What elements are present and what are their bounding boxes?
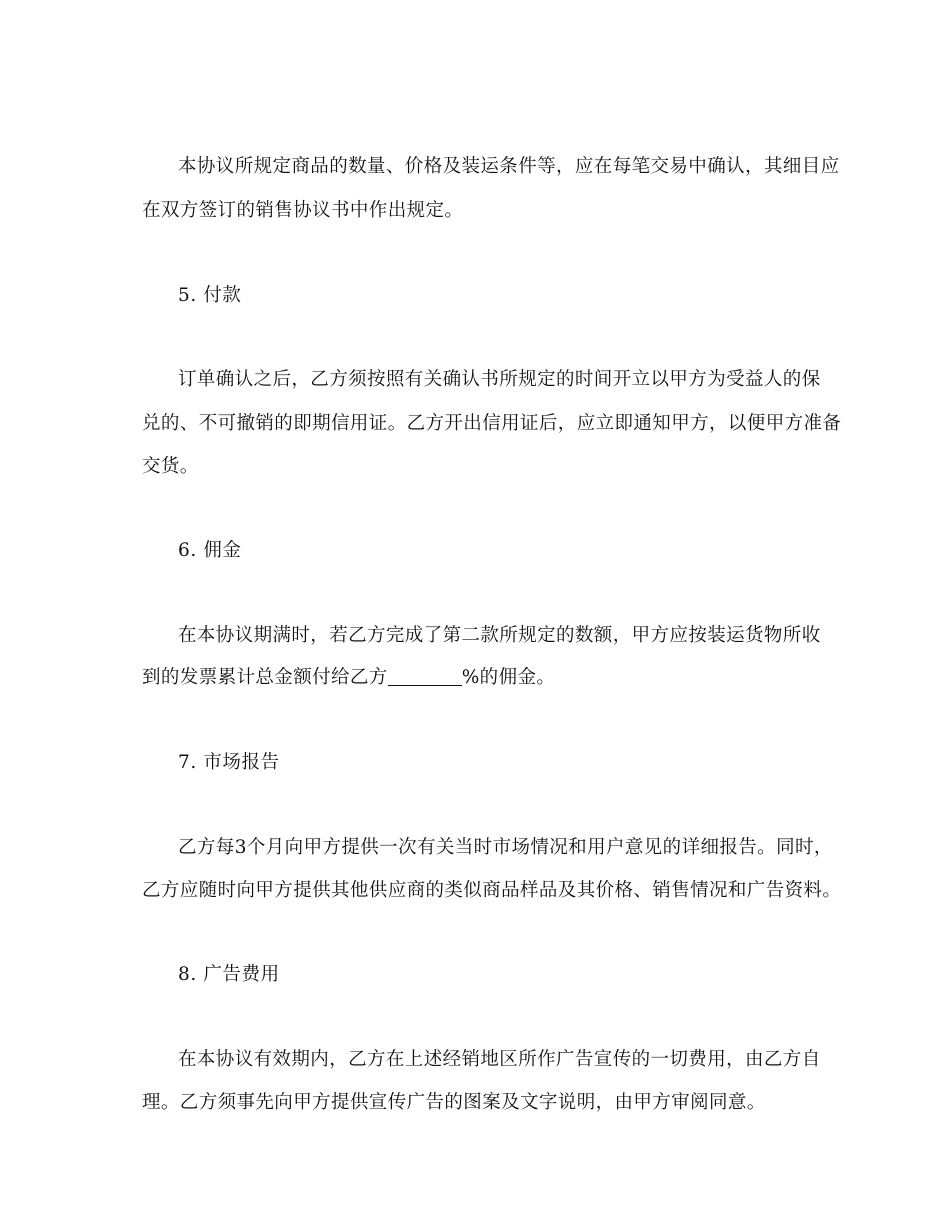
paragraph-line-with-blank	[142, 666, 555, 690]
paragraph-line: 理。乙方须事先向甲方提供宣传广告的图案及文字说明，由甲方审阅同意。	[142, 1092, 766, 1113]
section-heading-payment: 5. 付款	[178, 285, 242, 306]
section-heading-commission: 6. 佣金	[178, 540, 242, 561]
paragraph-line: 交货。	[142, 456, 199, 477]
paragraph-line: 乙方应随时向甲方提供其他供应商的类似商品样品及其价格、销售情况和广告资料。	[142, 880, 842, 901]
text-segment: 到的发票累计总金额付给乙方	[142, 667, 388, 688]
paragraph-line: 乙方每3个月向甲方提供一次有关当时市场情况和用户意见的详细报告。同时，	[178, 837, 833, 858]
text-segment: %的佣金。	[461, 667, 556, 688]
section-heading-advertising: 8. 广告费用	[178, 964, 280, 985]
fill-in-blank	[388, 667, 462, 686]
paragraph-line: 在本协议期满时，若乙方完成了第二款所规定的数额，甲方应按装运货物所收	[178, 625, 821, 646]
paragraph-line: 订单确认之后，乙方须按照有关确认书所规定的时间开立以甲方为受益人的保	[178, 369, 821, 390]
paragraph-line: 在双方签订的销售协议书中作出规定。	[142, 200, 464, 221]
section-heading-market-report: 7. 市场报告	[178, 752, 280, 773]
paragraph-line: 本协议所规定商品的数量、价格及装运条件等，应在每笔交易中确认，其细目应	[178, 156, 840, 177]
paragraph-line: 在本协议有效期内，乙方在上述经销地区所作广告宣传的一切费用，由乙方自	[178, 1049, 821, 1070]
paragraph-line: 兑的、不可撤销的即期信用证。乙方开出信用证后，应立即通知甲方，以便甲方准备	[142, 413, 842, 434]
